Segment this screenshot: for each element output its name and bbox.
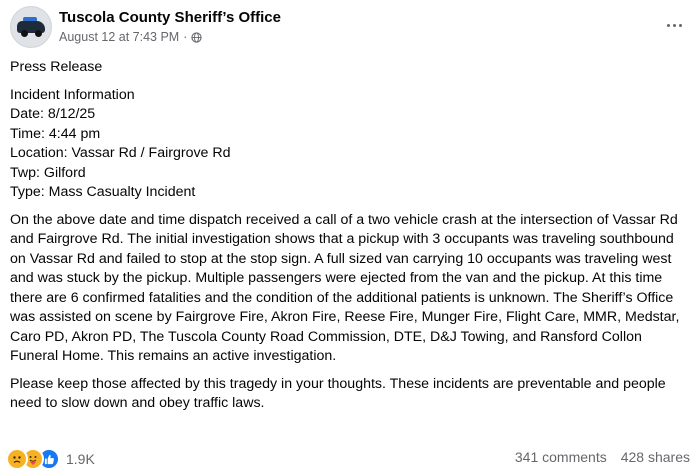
engagement-stats (515, 449, 690, 465)
reactions-summary[interactable] (6, 448, 95, 470)
page-avatar[interactable] (10, 6, 52, 48)
post-paragraph-appeal: Please keep those affected by this tragedy in your thoughts. These incidents are preventable and people need to slow down and obey traffic laws. (10, 375, 666, 411)
shares-count-link[interactable]: 428 shares (620, 449, 690, 465)
post-meta (59, 30, 202, 44)
post-footer (6, 446, 694, 470)
globe-icon[interactable] (191, 32, 202, 43)
sad-reaction-icon (6, 448, 28, 470)
wheel-icon (21, 30, 28, 37)
post-line-press-release: Press Release (10, 59, 103, 75)
post-timestamp-link[interactable]: August 12 at 7:43 PM (59, 30, 180, 44)
reaction-count[interactable]: 1.9K (66, 451, 95, 467)
more-options-icon[interactable] (662, 16, 686, 34)
post-line-type: Type: Mass Casualty Incident (10, 184, 196, 200)
post-line-township: Twp: Gilford (10, 164, 86, 181)
meta-separator: · (183, 30, 188, 44)
post-paragraph-details: On the above date and time dispatch received a call of a two vehicle crash at the intersection of Vassar Rd and Fairgrove Rd. The initial investigation shows that a pickup with 3 occupants was traveling southbound on Vassar Rd and failed to stop at the stop sign. A full sized van carrying 10 occupants was traveling west and was stuck by the pickup. Multiple passengers were ejected from the van and the pickup. At this time there are 6 confirmed fatalities and the condition of the additional patients is unknown. The Sheriff’s Office was assisted on scene by Fairgrove Fire, Akron Fire, Reese Fire, Munger Fire, Flight Care, MMR, Medstar, Caro PD, Akron PD, The Tuscola County Road Commission, DTE, D&J Towing, and Ransford Collon Funeral Home. This remains an active investigation. (10, 211, 680, 364)
post-line-date: Date: 8/12/25 (10, 106, 96, 122)
post-body (10, 58, 690, 414)
page-name-link[interactable]: Tuscola County Sheriff’s Office (59, 9, 281, 26)
post-line-incident-info: Incident Information (10, 86, 135, 103)
wheel-icon (35, 30, 42, 37)
post-line-time: Time: 4:44 pm (10, 125, 101, 142)
comments-count-link[interactable]: 341 comments (514, 449, 607, 465)
post-line-location: Location: Vassar Rd / Fairgrove Rd (10, 145, 231, 161)
post-header (10, 6, 690, 50)
